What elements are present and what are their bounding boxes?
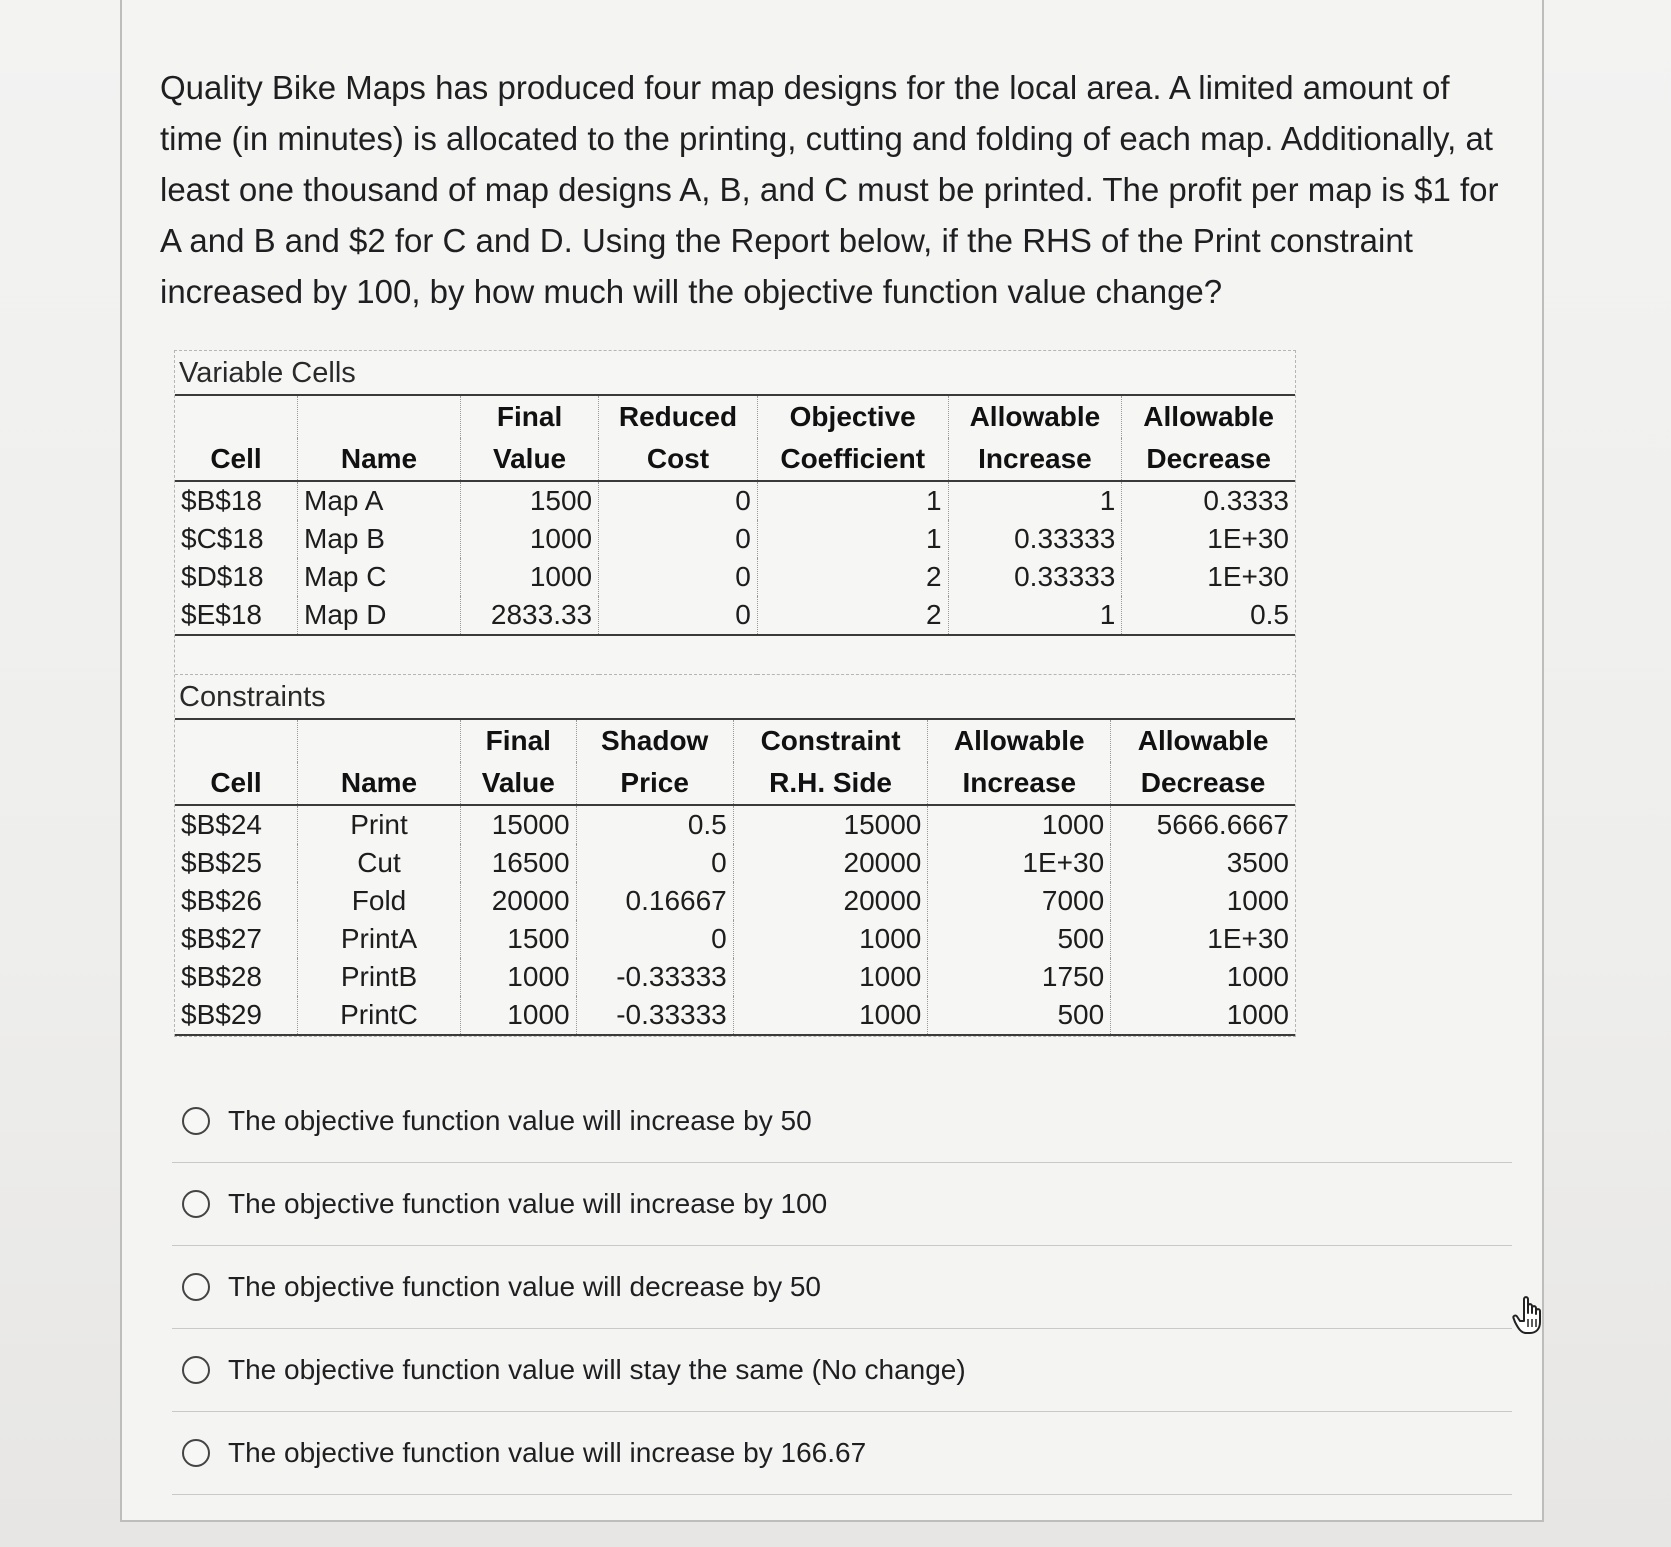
vc-header-top-allow-inc: Allowable bbox=[948, 396, 1122, 438]
table-row bbox=[175, 558, 1295, 596]
vc-allowable-decrease: 0.5 bbox=[1122, 596, 1295, 635]
ct-header-increase: Increase bbox=[928, 762, 1111, 805]
ct-cell: $B$27 bbox=[175, 920, 298, 958]
constraints-title: Constraints bbox=[175, 675, 1295, 720]
ct-header-top-final: Final bbox=[461, 720, 577, 762]
vc-final-value: 2833.33 bbox=[461, 596, 599, 635]
answer-option-label: The objective function value will increase by 100 bbox=[228, 1188, 828, 1219]
question-text: Quality Bike Maps has produced four map designs for the local area. A limited amount of time (in minutes) is allocated to the printing, cutting and folding of each map. Additionally, at least one thousand of map designs A, B, and C must be printed. The profit per map is $1 for A and B and $2 for C and D. Using the Report below, if the RHS of the Print constraint increased by 100, by how much will the objective function value change? bbox=[160, 69, 1499, 310]
ct-final-value: 1500 bbox=[461, 920, 577, 958]
variable-cells-title: Variable Cells bbox=[175, 351, 1295, 396]
vc-allowable-decrease: 1E+30 bbox=[1207, 523, 1289, 554]
table-row bbox=[175, 596, 1295, 635]
vc-header-top-final: Final bbox=[461, 396, 599, 438]
ct-rhs: 20000 bbox=[733, 882, 928, 920]
vc-header-coefficient: Coefficient bbox=[757, 438, 948, 481]
ct-shadow-price: -0.33333 bbox=[576, 996, 733, 1035]
ct-header-cell: Cell bbox=[175, 762, 298, 805]
table-row bbox=[175, 882, 1295, 920]
sensitivity-report bbox=[174, 350, 1296, 1037]
ct-cell: $B$25 bbox=[175, 844, 298, 882]
vc-header-cell: Cell bbox=[175, 438, 298, 481]
vc-final-value: 1000 bbox=[461, 558, 599, 596]
vc-header-top-cell bbox=[175, 396, 298, 438]
ct-shadow-price: 0.16667 bbox=[576, 882, 733, 920]
vc-name: Map D bbox=[298, 596, 461, 635]
answer-option-4[interactable] bbox=[172, 1329, 1512, 1412]
ct-header-value: Value bbox=[461, 762, 577, 805]
answer-option-label: The objective function value will increase by 166.67 bbox=[228, 1437, 867, 1468]
vc-header-top-reduced: Reduced bbox=[599, 396, 758, 438]
vc-allowable-increase: 0.33333 bbox=[948, 558, 1122, 596]
vc-objective-coefficient: 1 bbox=[757, 481, 948, 520]
ct-header-price: Price bbox=[576, 762, 733, 805]
radio-button-icon[interactable] bbox=[182, 1439, 210, 1467]
ct-allowable-increase: 500 bbox=[928, 996, 1111, 1035]
answer-option-label: The objective function value will increase by 50 bbox=[228, 1105, 812, 1136]
ct-shadow-price: 0.5 bbox=[576, 805, 733, 844]
ct-rhs: 1000 bbox=[733, 920, 928, 958]
constraints-table bbox=[175, 720, 1295, 1036]
ct-final-value: 1000 bbox=[461, 958, 577, 996]
hand-pointer-icon bbox=[1512, 1295, 1546, 1337]
vc-allowable-decrease: 1E+30 bbox=[1207, 561, 1289, 592]
ct-final-value: 20000 bbox=[461, 882, 577, 920]
vc-reduced-cost: 0 bbox=[599, 558, 758, 596]
radio-button-icon[interactable] bbox=[182, 1273, 210, 1301]
ct-name: PrintC bbox=[298, 996, 461, 1035]
ct-rhs: 1000 bbox=[733, 958, 928, 996]
ct-rhs: 20000 bbox=[733, 844, 928, 882]
ct-allowable-decrease: 1000 bbox=[1226, 961, 1289, 992]
vc-header-cost: Cost bbox=[599, 438, 758, 481]
answer-option-3[interactable] bbox=[172, 1246, 1512, 1329]
ct-rhs: 15000 bbox=[733, 805, 928, 844]
vc-header-top-objective: Objective bbox=[757, 396, 948, 438]
vc-allowable-decrease: 0.3333 bbox=[1203, 485, 1289, 516]
radio-button-icon[interactable] bbox=[182, 1356, 210, 1384]
answer-option-5[interactable] bbox=[172, 1412, 1512, 1495]
constraints-header-bottom bbox=[175, 762, 1295, 805]
ct-allowable-increase: 500 bbox=[928, 920, 1111, 958]
ct-allowable-increase: 1000 bbox=[928, 805, 1111, 844]
vc-objective-coefficient: 2 bbox=[757, 596, 948, 635]
vc-header-increase: Increase bbox=[948, 438, 1122, 481]
table-row bbox=[175, 520, 1295, 558]
vc-cell: $E$18 bbox=[175, 596, 298, 635]
ct-allowable-decrease: 1000 bbox=[1111, 996, 1295, 1035]
table-row bbox=[175, 481, 1295, 520]
vc-name: Map C bbox=[298, 558, 461, 596]
ct-name: Fold bbox=[298, 882, 461, 920]
ct-shadow-price: 0 bbox=[576, 920, 733, 958]
ct-shadow-price: 0 bbox=[576, 844, 733, 882]
answer-option-label: The objective function value will decrease by 50 bbox=[228, 1271, 822, 1302]
vc-allowable-increase: 1 bbox=[948, 481, 1122, 520]
radio-button-icon[interactable] bbox=[182, 1190, 210, 1218]
ct-header-decrease: Decrease bbox=[1111, 762, 1295, 805]
ct-header-top-allow-dec: Allowable bbox=[1137, 725, 1269, 756]
vc-header-top-allow-dec: Allowable bbox=[1143, 401, 1274, 432]
ct-header-top-cell bbox=[175, 720, 298, 762]
vc-objective-coefficient: 2 bbox=[757, 558, 948, 596]
vc-name: Map A bbox=[298, 481, 461, 520]
vc-cell: $D$18 bbox=[175, 558, 298, 596]
ct-final-value: 15000 bbox=[461, 805, 577, 844]
ct-name: Print bbox=[298, 805, 461, 844]
radio-button-icon[interactable] bbox=[182, 1107, 210, 1135]
vc-cell: $B$18 bbox=[175, 481, 298, 520]
ct-final-value: 1000 bbox=[461, 996, 577, 1035]
ct-shadow-price: -0.33333 bbox=[576, 958, 733, 996]
vc-final-value: 1500 bbox=[461, 481, 599, 520]
vc-header-value: Value bbox=[461, 438, 599, 481]
vc-final-value: 1000 bbox=[461, 520, 599, 558]
ct-name: PrintB bbox=[298, 958, 461, 996]
table-spacer bbox=[175, 635, 1295, 675]
ct-header-name: Name bbox=[298, 762, 461, 805]
ct-allowable-increase: 7000 bbox=[928, 882, 1111, 920]
vc-objective-coefficient: 1 bbox=[757, 520, 948, 558]
ct-final-value: 16500 bbox=[461, 844, 577, 882]
ct-allowable-decrease: 1000 bbox=[1226, 885, 1289, 916]
vc-allowable-increase: 1 bbox=[948, 596, 1122, 635]
ct-cell: $B$24 bbox=[175, 805, 298, 844]
ct-name: Cut bbox=[298, 844, 461, 882]
answer-option-2[interactable] bbox=[172, 1163, 1512, 1246]
vc-reduced-cost: 0 bbox=[599, 596, 758, 635]
table-row bbox=[175, 958, 1295, 996]
vc-allowable-increase: 0.33333 bbox=[948, 520, 1122, 558]
ct-allowable-increase: 1750 bbox=[928, 958, 1111, 996]
ct-rhs: 1000 bbox=[733, 996, 928, 1035]
variable-cells-table bbox=[175, 396, 1295, 675]
table-row bbox=[175, 805, 1295, 844]
answer-option-1[interactable] bbox=[172, 1080, 1512, 1163]
answer-options bbox=[172, 1080, 1512, 1495]
vc-cell: $C$18 bbox=[175, 520, 298, 558]
vc-header-top-name bbox=[298, 396, 461, 438]
table-row bbox=[175, 920, 1295, 958]
vc-name: Map B bbox=[298, 520, 461, 558]
ct-allowable-decrease: 5666.6667 bbox=[1156, 809, 1289, 840]
ct-header-top-constraint: Constraint bbox=[733, 720, 928, 762]
ct-allowable-increase: 1E+30 bbox=[928, 844, 1111, 882]
vc-reduced-cost: 0 bbox=[599, 520, 758, 558]
question-card bbox=[120, 0, 1544, 1522]
vc-reduced-cost: 0 bbox=[599, 481, 758, 520]
ct-cell: $B$28 bbox=[175, 958, 298, 996]
ct-cell: $B$29 bbox=[175, 996, 298, 1035]
table-row bbox=[175, 996, 1295, 1035]
table-row bbox=[175, 844, 1295, 882]
ct-allowable-decrease: 1E+30 bbox=[1207, 923, 1289, 954]
ct-header-top-allow-inc: Allowable bbox=[928, 720, 1111, 762]
ct-cell: $B$26 bbox=[175, 882, 298, 920]
answer-option-label: The objective function value will stay the same (No change) bbox=[228, 1354, 966, 1385]
constraints-header-top bbox=[175, 720, 1295, 762]
spacer-cell bbox=[175, 635, 1295, 675]
variable-cells-header-bottom bbox=[175, 438, 1295, 481]
ct-name: PrintA bbox=[298, 920, 461, 958]
vc-header-name: Name bbox=[298, 438, 461, 481]
ct-header-top-shadow: Shadow bbox=[576, 720, 733, 762]
ct-header-rhs: R.H. Side bbox=[733, 762, 928, 805]
variable-cells-header-top bbox=[175, 396, 1295, 438]
ct-allowable-decrease: 3500 bbox=[1226, 847, 1289, 878]
vc-header-decrease: Decrease bbox=[1122, 438, 1295, 481]
ct-header-top-name bbox=[298, 720, 461, 762]
